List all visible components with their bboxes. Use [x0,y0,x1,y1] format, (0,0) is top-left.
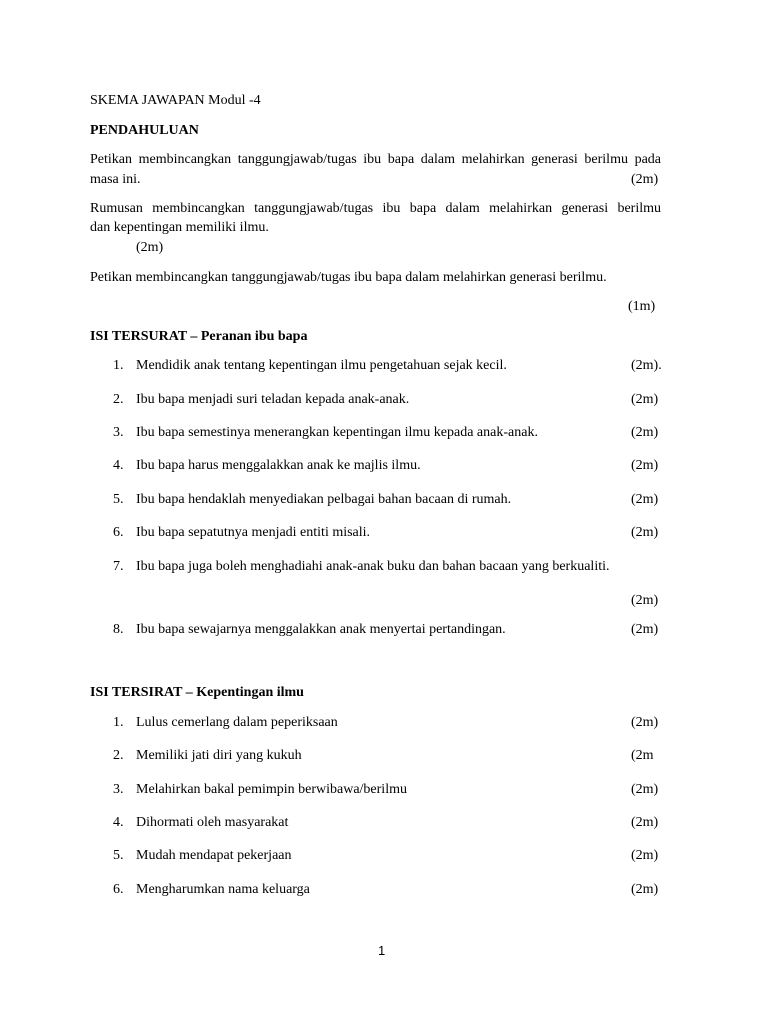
list-item-mark: (2m) [631,525,659,540]
list-item-text: Mengharumkan nama keluarga [136,882,310,897]
list-item-mark: (2m) [631,848,659,863]
list-item-number: 4. [113,815,124,830]
list-item [113,393,673,411]
pendahuluan-p1-line2: masa ini. [90,172,141,187]
list-item-mark: (2m) [631,715,659,730]
list-item-mark: (2m) [631,458,659,473]
list-item-text: Memiliki jati diri yang kukuh [136,748,302,763]
list-item-mark: (2m) [631,782,659,797]
pendahuluan-p2-mark: (2m) [136,240,164,255]
list-item-mark: (2m) [631,593,659,608]
list-item-text: Ibu bapa semestinya menerangkan kepentingan ilmu kepada anak-anak. [136,425,538,440]
list-item-mark: (2m [631,748,654,763]
pendahuluan-p3-mark: (1m) [628,299,656,314]
pendahuluan-p2-line2: dan kepentingan memiliki ilmu. [90,220,269,235]
list-item-mark: (2m) [631,815,659,830]
list-item [113,560,673,610]
list-item-mark: (2m) [631,492,659,507]
list-item [113,816,673,834]
list-item [113,359,673,377]
list-item-text: Lulus cemerlang dalam peperiksaan [136,715,338,730]
list-item-text: Ibu bapa juga boleh menghadiahi anak-anak buku dan bahan bacaan yang berkualiti. [136,559,610,574]
list-item-mark: (2m) [631,622,659,637]
pendahuluan-p1-line1: Petikan membincangkan tanggungjawab/tugas ibu bapa dalam melahirkan generasi berilmu pada [90,152,661,167]
list-item-mark: (2m). [631,358,662,373]
list-item-text: Mudah mendapat pekerjaan [136,848,292,863]
list-item-text: Ibu bapa sewajarnya menggalakkan anak menyertai pertandingan. [136,622,506,637]
heading-pendahuluan: PENDAHULUAN [90,123,199,138]
list-item [113,426,673,444]
list-item [113,883,673,901]
list-item-mark: (2m) [631,392,659,407]
list-item [113,749,673,767]
list-item-number: 1. [113,715,124,730]
list-item-text: Mendidik anak tentang kepentingan ilmu pengetahuan sejak kecil. [136,358,507,373]
list-item [113,783,673,801]
list-item [113,526,673,544]
list-item-number: 1. [113,358,124,373]
document-title: SKEMA JAWAPAN Modul -4 [90,93,261,108]
list-item [113,493,673,511]
list-item-number: 3. [113,425,124,440]
list-item-number: 8. [113,622,124,637]
page-number: 1 [378,943,386,958]
list-item-mark: (2m) [631,882,659,897]
heading-isi-tersirat: ISI TERSIRAT – Kepentingan ilmu [90,685,304,700]
list-item-text: Ibu bapa menjadi suri teladan kepada anak-anak. [136,392,410,407]
list-item-number: 5. [113,848,124,863]
list-item-number: 2. [113,748,124,763]
list-item-text: Ibu bapa hendaklah menyediakan pelbagai bahan bacaan di rumah. [136,492,512,507]
list-item-number: 6. [113,525,124,540]
list-item-text: Ibu bapa harus menggalakkan anak ke majlis ilmu. [136,458,421,473]
pendahuluan-p2-line1: Rumusan membincangkan tanggungjawab/tugas ibu bapa dalam melahirkan generasi berilmu [90,201,661,216]
list-item-number: 7. [113,559,124,574]
list-item [113,716,673,734]
list-item-number: 2. [113,392,124,407]
list-item [113,849,673,867]
list-item-number: 5. [113,492,124,507]
list-item-number: 6. [113,882,124,897]
pendahuluan-p1-mark: (2m) [631,172,659,187]
list-item-number: 3. [113,782,124,797]
pendahuluan-p3-line1: Petikan membincangkan tanggungjawab/tugas ibu bapa dalam melahirkan generasi berilmu. [90,270,607,285]
heading-isi-tersurat: ISI TERSURAT – Peranan ibu bapa [90,329,308,344]
list-item [113,623,673,641]
list-item-text: Ibu bapa sepatutnya menjadi entiti misali. [136,525,371,540]
list-item-number: 4. [113,458,124,473]
list-item-text: Dihormati oleh masyarakat [136,815,289,830]
list-item [113,459,673,477]
list-item-mark: (2m) [631,425,659,440]
list-item-text: Melahirkan bakal pemimpin berwibawa/berilmu [136,782,407,797]
